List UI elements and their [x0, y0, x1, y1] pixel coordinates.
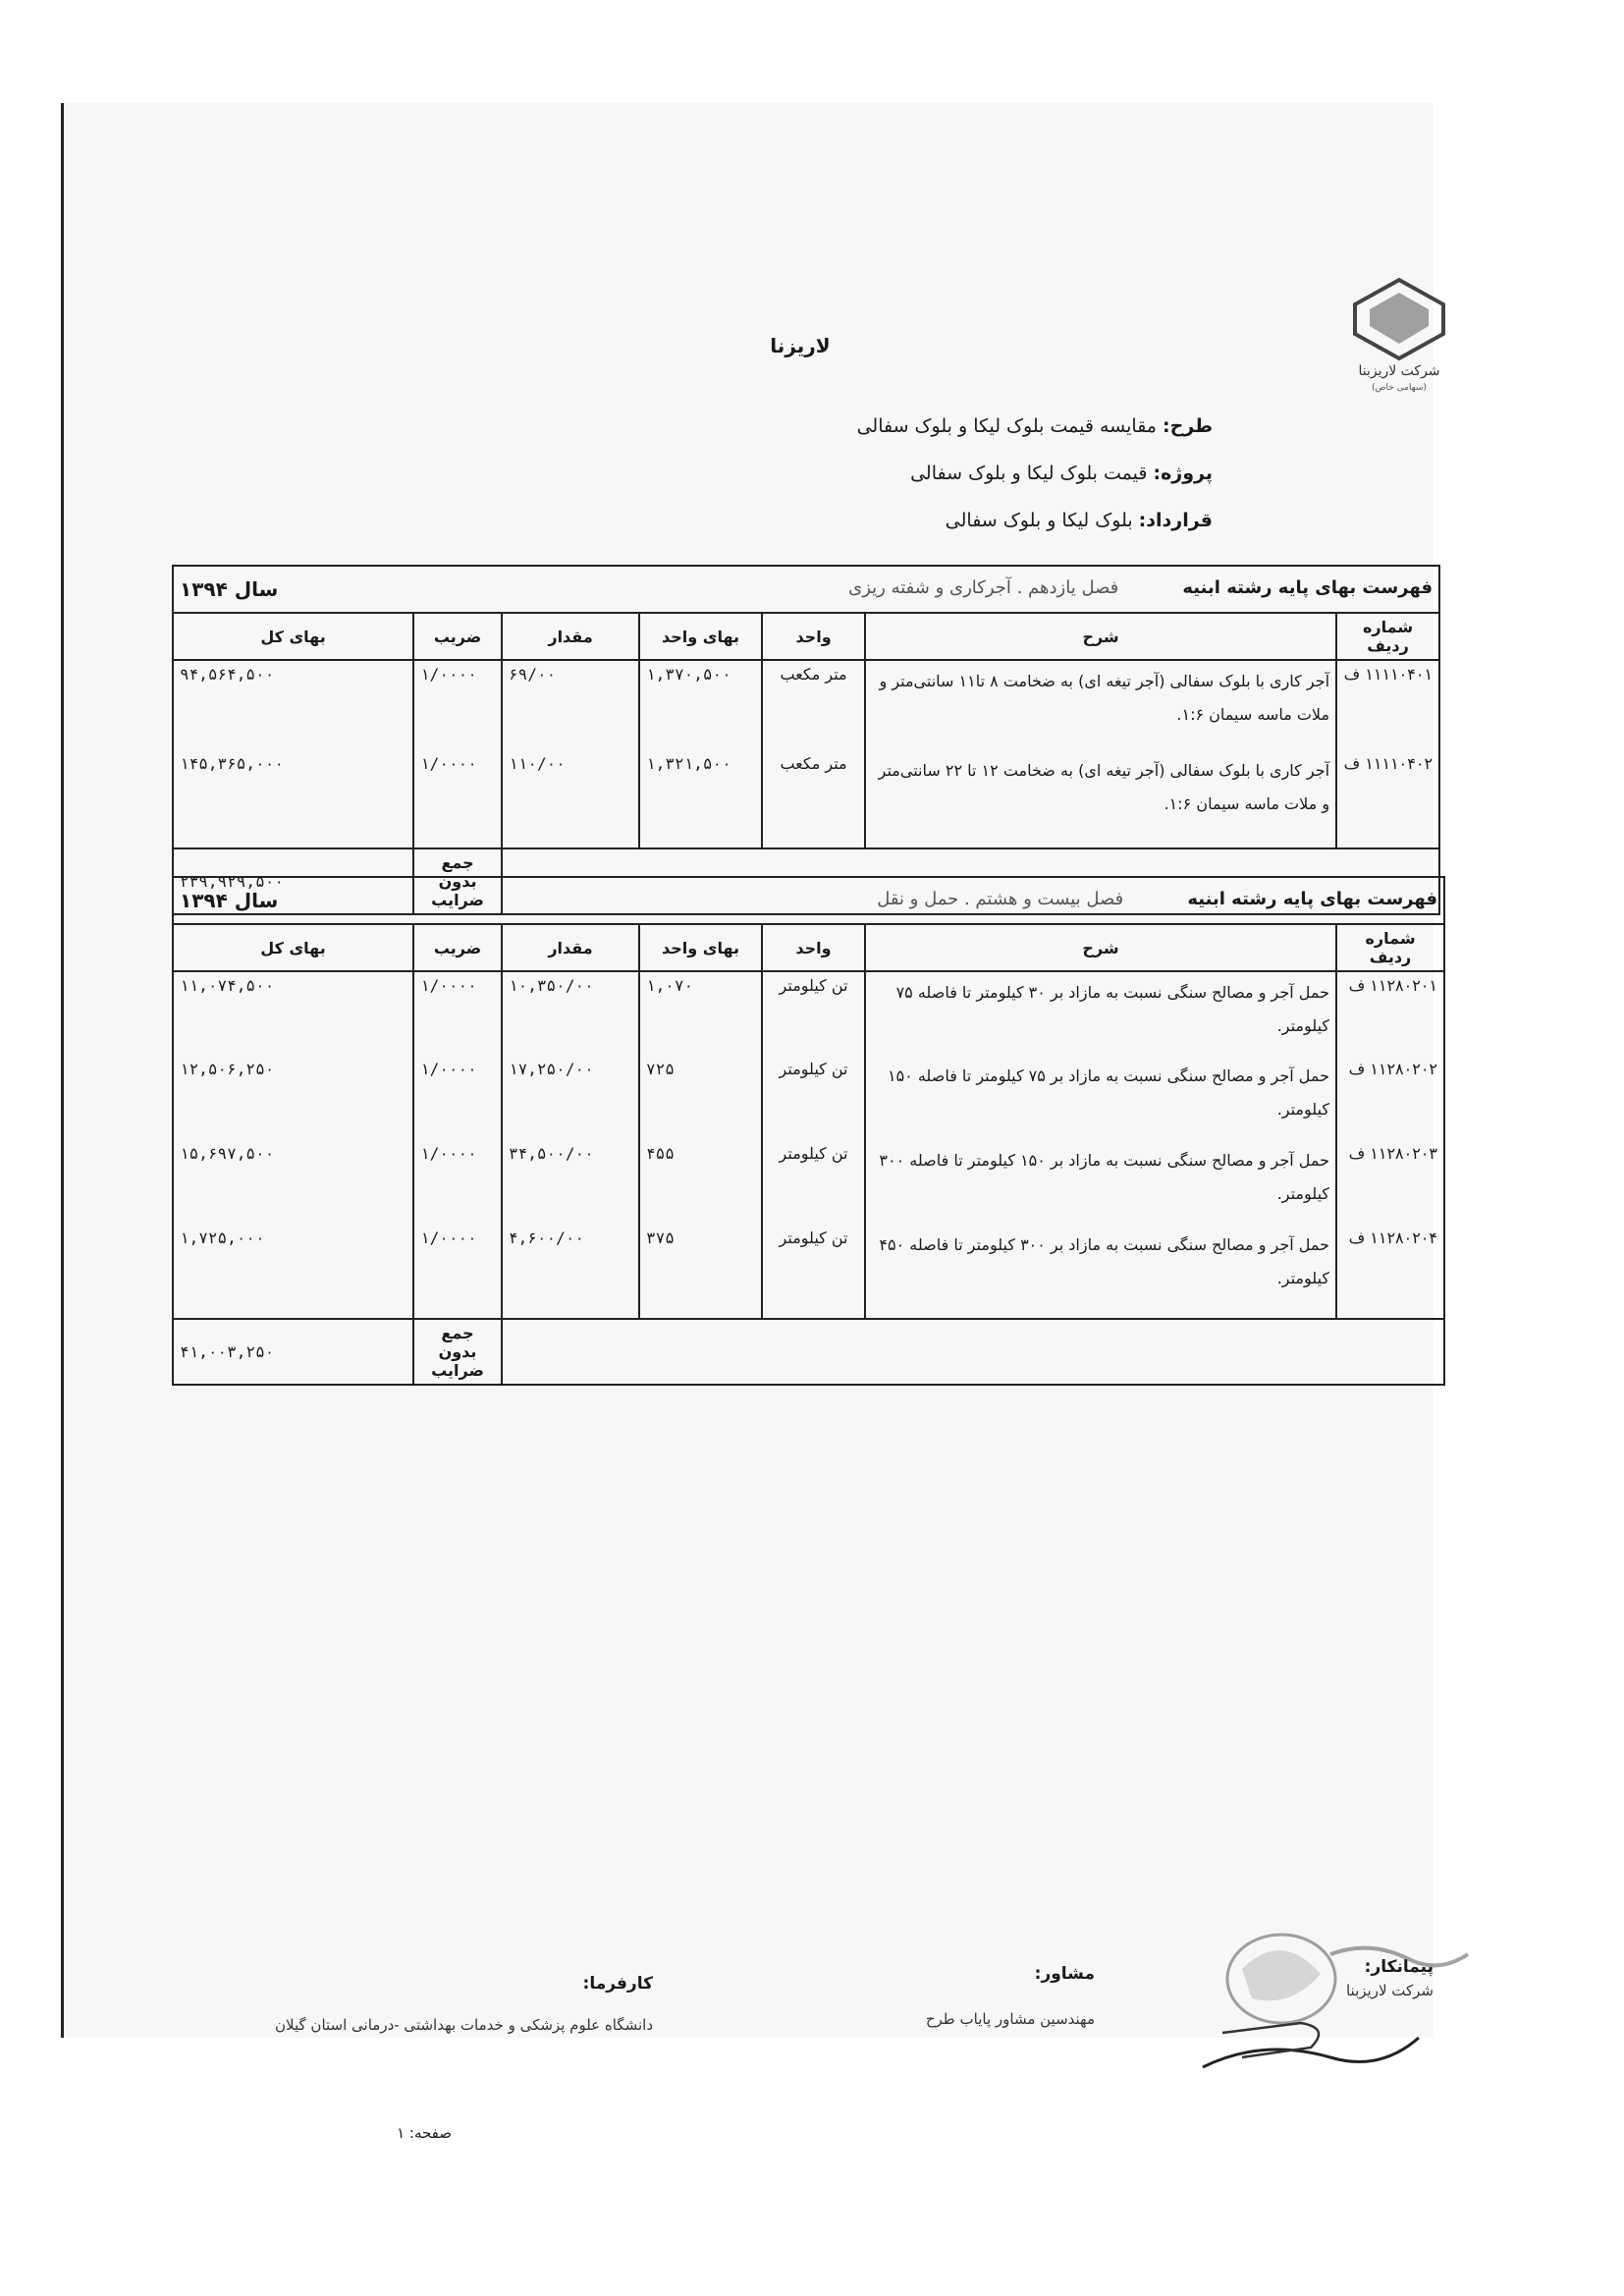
- table-row: [173, 1140, 1444, 1225]
- col-total: بهای کل: [173, 924, 413, 971]
- row-code: ۱۱۱۱۰۴۰۱ ف: [1336, 660, 1439, 750]
- logo-brand: شرکت لاریزبنا: [1358, 363, 1440, 379]
- row-code: ۱۱۲۸۰۲۰۳ ف: [1336, 1140, 1444, 1225]
- employer-name: دانشگاه علوم پزشکی و خدمات بهداشتی -درمانی استان گیلان: [275, 2016, 653, 2034]
- row-total: ۱۵,۶۹۷,۵۰۰: [173, 1140, 413, 1225]
- consultant-block: [839, 1964, 1095, 2033]
- row-unit-price: ۱,۳۲۱,۵۰۰: [639, 750, 762, 848]
- row-code: ۱۱۱۱۰۴۰۲ ف: [1336, 750, 1439, 848]
- row-coefficient: ۱/۰۰۰۰: [413, 971, 502, 1056]
- col-unit: واحد: [762, 613, 865, 660]
- row-quantity: ۶۹/۰۰: [502, 660, 639, 750]
- col-unit-price: بهای واحد: [639, 924, 762, 971]
- col-description: شرح: [865, 924, 1336, 971]
- row-unit-price: ۱,۳۷۰,۵۰۰: [639, 660, 762, 750]
- project-label: پروژه:: [1153, 463, 1213, 484]
- row-unit-price: ۱,۰۷۰: [639, 971, 762, 1056]
- company-stamp-signature: [1183, 1920, 1478, 2087]
- row-coefficient: ۱/۰۰۰۰: [413, 750, 502, 848]
- row-description: آجر کاری با بلوک سفالی (آجر تیغه ای) به ضخامت ۱۲ تا ۲۲ سانتی‌متر و ملات ماسه سیمان ۱:۶.: [865, 750, 1336, 848]
- col-quantity: مقدار: [502, 613, 639, 660]
- row-description: حمل آجر و مصالح سنگی نسبت به مازاد بر ۷۵ کیلومتر تا فاصله ۱۵۰ کیلومتر.: [865, 1056, 1336, 1140]
- table1-year: سال ۱۳۹۴: [180, 577, 279, 601]
- table-row: [173, 1056, 1444, 1140]
- table-row: [173, 750, 1439, 848]
- page-number: صفحه: ۱: [397, 2124, 452, 2142]
- row-description: حمل آجر و مصالح سنگی نسبت به مازاد بر ۳۰ کیلومتر تا فاصله ۷۵ کیلومتر.: [865, 971, 1336, 1056]
- contract-line: [946, 510, 1213, 531]
- employer-label: کارفرما:: [582, 1974, 653, 1994]
- row-unit: تن کیلومتر: [762, 1140, 865, 1225]
- row-unit: تن کیلومتر: [762, 1225, 865, 1319]
- table2-year: سال ۱۳۹۴: [180, 889, 279, 912]
- table1-header-row: [173, 613, 1439, 660]
- plan-label: طرح:: [1162, 415, 1213, 437]
- col-row-no: شماره ردیف: [1336, 924, 1444, 971]
- project-value: قیمت بلوک لیکا و بلوک سفالی: [910, 463, 1148, 484]
- row-coefficient: ۱/۰۰۰۰: [413, 1056, 502, 1140]
- row-unit: تن کیلومتر: [762, 1056, 865, 1140]
- row-code: ۱۱۲۸۰۲۰۴ ف: [1336, 1225, 1444, 1319]
- row-coefficient: ۱/۰۰۰۰: [413, 660, 502, 750]
- col-coefficient: ضریب: [413, 613, 502, 660]
- project-line: [910, 463, 1213, 484]
- consultant-name: مهندسین مشاور پایاب طرح: [925, 2010, 1095, 2028]
- contractor-name: شرکت لاریزبنا: [1345, 1982, 1434, 1999]
- table1-sum-value: ۲۳۹,۹۲۹,۵۰۰: [173, 848, 413, 914]
- col-description: شرح: [865, 613, 1336, 660]
- row-unit-price: ۳۷۵: [639, 1225, 762, 1319]
- row-quantity: ۳۴,۵۰۰/۰۰: [502, 1140, 639, 1225]
- row-quantity: ۱۰,۳۵۰/۰۰: [502, 971, 639, 1056]
- row-total: ۱۲,۵۰۶,۲۵۰: [173, 1056, 413, 1140]
- document-sheet: [61, 103, 1440, 2142]
- plan-line: [857, 415, 1213, 437]
- row-description: حمل آجر و مصالح سنگی نسبت به مازاد بر ۱۵۰ کیلومتر تا فاصله ۳۰۰ کیلومتر.: [865, 1140, 1336, 1225]
- row-unit: متر مکعب: [762, 660, 865, 750]
- col-quantity: مقدار: [502, 924, 639, 971]
- contract-value: بلوک لیکا و بلوک سفالی: [945, 510, 1133, 531]
- col-coefficient: ضریب: [413, 924, 502, 971]
- col-row-no: شماره ردیف: [1336, 613, 1439, 660]
- table1-title: فهرست بهای پایه رشته ابنیه: [1182, 577, 1434, 598]
- row-total: ۹۴,۵۶۴,۵۰۰: [173, 660, 413, 750]
- row-unit: تن کیلومتر: [762, 971, 865, 1056]
- company-logo: [1345, 265, 1453, 393]
- row-unit: متر مکعب: [762, 750, 865, 848]
- table2-title: فهرست بهای پایه رشته ابنیه: [1187, 889, 1438, 909]
- logo-subtitle: (سهامی خاص): [1372, 383, 1427, 393]
- table2-caption: [173, 877, 1444, 924]
- row-quantity: ۴,۶۰۰/۰۰: [502, 1225, 639, 1319]
- contractor-label: پیمانکار:: [1364, 1957, 1434, 1977]
- table-row: [173, 1225, 1444, 1319]
- row-total: ۱۴۵,۳۶۵,۰۰۰: [173, 750, 413, 848]
- table-row: [173, 660, 1439, 750]
- row-total: ۱,۷۲۵,۰۰۰: [173, 1225, 413, 1319]
- row-code: ۱۱۲۸۰۲۰۲ ف: [1336, 1056, 1444, 1140]
- row-description: حمل آجر و مصالح سنگی نسبت به مازاد بر ۳۰۰ کیلومتر تا فاصله ۴۵۰ کیلومتر.: [865, 1225, 1336, 1319]
- price-table-1: [172, 565, 1440, 915]
- col-unit-price: بهای واحد: [639, 613, 762, 660]
- document-title: لاریزنا: [770, 334, 831, 357]
- consultant-label: مشاور:: [1034, 1964, 1095, 1984]
- row-coefficient: ۱/۰۰۰۰: [413, 1140, 502, 1225]
- row-description: آجر کاری با بلوک سفالی (آجر تیغه ای) به ضخامت ۸ تا۱۱ سانتی‌متر و ملات ماسه سیمان ۱:۶.: [865, 660, 1336, 750]
- price-table-2: [172, 876, 1445, 1386]
- col-total: بهای کل: [173, 613, 413, 660]
- employer-block: [260, 1974, 653, 2039]
- row-unit-price: ۴۵۵: [639, 1140, 762, 1225]
- row-code: ۱۱۲۸۰۲۰۱ ف: [1336, 971, 1444, 1056]
- row-quantity: ۱۷,۲۵۰/۰۰: [502, 1056, 639, 1140]
- row-coefficient: ۱/۰۰۰۰: [413, 1225, 502, 1319]
- row-total: ۱۱,۰۷۴,۵۰۰: [173, 971, 413, 1056]
- col-unit: واحد: [762, 924, 865, 971]
- table2-header-row: [173, 924, 1444, 971]
- table1-chapter: فصل یازدهم . آجرکاری و شفته ریزی: [848, 577, 1119, 598]
- table2-sum-value: ۴۱,۰۰۳,۲۵۰: [173, 1319, 413, 1385]
- row-unit-price: ۷۲۵: [639, 1056, 762, 1140]
- plan-value: مقایسه قیمت بلوک لیکا و بلوک سفالی: [856, 415, 1157, 437]
- contract-label: قرارداد:: [1138, 510, 1213, 531]
- table1-sum-label: جمع بدون ضرایب: [413, 848, 502, 914]
- table1-caption: [173, 566, 1439, 613]
- table2-chapter: فصل بیست و هشتم . حمل و نقل: [877, 889, 1124, 909]
- table-row: [173, 971, 1444, 1056]
- table2-sum-row: [173, 1319, 1444, 1385]
- table2-sum-label: جمع بدون ضرایب: [413, 1319, 502, 1385]
- row-quantity: ۱۱۰/۰۰: [502, 750, 639, 848]
